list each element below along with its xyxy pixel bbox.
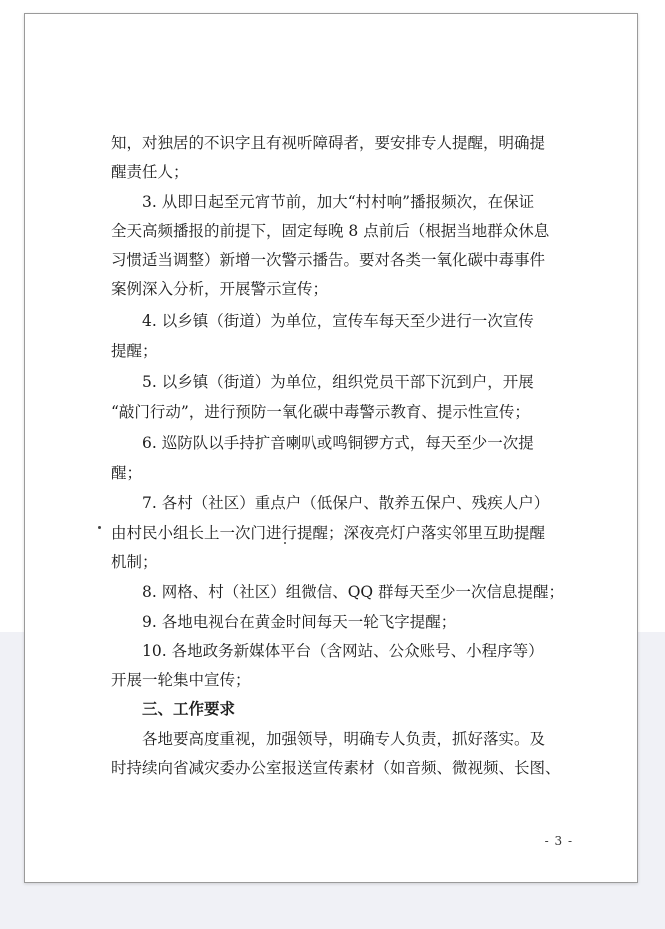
- text-line: 醒；: [111, 464, 143, 482]
- text-line: 4. 以乡镇（街道）为单位，宣传车每天至少进行一次宣传: [142, 312, 534, 330]
- page-number: - 3 -: [544, 834, 573, 848]
- scan-speck: [284, 542, 286, 544]
- scan-speck: [98, 526, 101, 529]
- text-line: 开展一轮集中宣传；: [111, 671, 251, 689]
- text-line: 习惯适当调整）新增一次警示播告。要对各类一氧化碳中毒事件: [111, 251, 546, 269]
- text-line: 各地要高度重视，加强领导，明确专人负责，抓好落实。及: [142, 730, 546, 748]
- text-line: 9. 各地电视台在黄金时间每天一轮飞字提醒；: [142, 613, 457, 631]
- text-line: 提醒；: [111, 342, 158, 360]
- text-line: 5. 以乡镇（街道）为单位，组织党员干部下沉到户，开展: [142, 373, 534, 391]
- text-line: 案例深入分析，开展警示宣传；: [111, 280, 329, 298]
- text-line: 7. 各村（社区）重点户（低保户、散养五保户、残疾人户）: [142, 494, 550, 512]
- text-line: 3. 从即日起至元宵节前，加大“村村响”播报频次，在保证: [142, 193, 535, 211]
- text-line: 机制；: [111, 553, 158, 571]
- document-body: [25, 14, 639, 884]
- text-line: 醒责任人；: [111, 163, 189, 181]
- text-line: 时持续向省减灾委办公室报送宣传素材（如音频、微视频、长图、: [111, 759, 561, 777]
- document-page: [24, 13, 638, 883]
- text-line: “敲门行动”，进行预防一氧化碳中毒警示教育、提示性宣传；: [111, 403, 530, 421]
- text-line: 全天高频播报的前提下，固定每晚 8 点前后（根据当地群众休息: [111, 222, 550, 240]
- text-line: 10. 各地政务新媒体平台（含网站、公众账号、小程序等）: [142, 642, 544, 660]
- section-heading: 三、工作要求: [142, 700, 236, 718]
- text-line: 6. 巡防队以手持扩音喇叭或鸣铜锣方式，每天至少一次提: [142, 434, 534, 452]
- text-line: 由村民小组长上一次门进行提醒；深夜亮灯户落实邻里互助提醒: [111, 524, 546, 542]
- text-line: 知，对独居的不识字且有视听障碍者，要安排专人提醒，明确提: [111, 134, 546, 152]
- text-line: 8. 网格、村（社区）组微信、QQ 群每天至少一次信息提醒；: [142, 583, 565, 601]
